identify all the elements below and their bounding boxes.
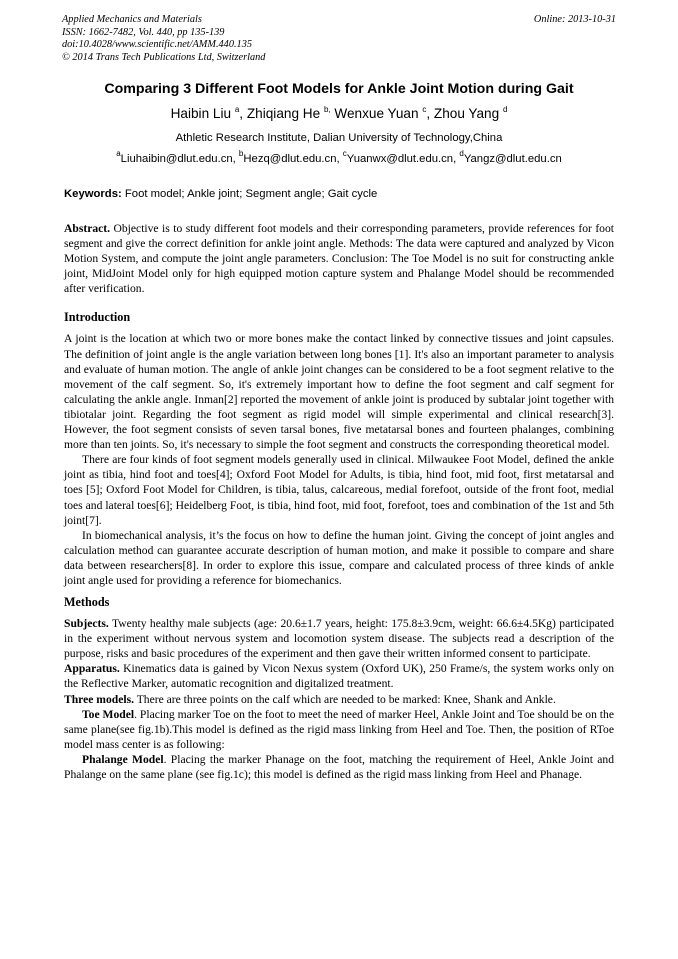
abstract [64,221,614,296]
intro-paragraph: There are four kinds of foot segment models generally used in clinical. Milwaukee Foot Model, defined the ankle joint as tibia, hind foot and toes[4]; Oxford Foot Model for Adults, is tibia, hind foot, mid foot, first metatarsal and toes [5]; Oxford Foot Model for Children, is tibia, talus, calcareous, medial forefoot, outside of the front foot, medial toes and lateral toes[6]; Heidelberg Foot, is tibia, hind foot, mid foot, forefoot, toes and combination of the 1st and 5th joint[7]. [64,453,614,527]
apparatus-text: Kinematics data is gained by Vicon Nexus system (Oxford UK), 250 Frame/s, the system works only on the Reflective Marker, automatic recognition and digitalized treatment. [64,662,614,691]
email-sep: , [453,153,460,165]
subjects-label: Subjects. [64,617,109,631]
intro-paragraph: A joint is the location at which two or more bones make the contact linked by connective tissues and joint capsules. The definition of joint angle is the angle variation between long bones [1]. It's also an important parameter to analysis and evaluate of human motion. The angle of ankle joint changes can be considered to be a foot segment relative to the movement of the calf segment. So, it's extremely important how to define the foot segment and calf segment for calculating the ankle angle. Inman[2] reported the movement of ankle joint is produced by subtalar joint together with tibiotalar joint. Regarding the foot segment as rigid model will simple experimental and clinical research[3]. However, the foot segment consists of seven tarsal bones, five metatarsal bones and fourteen phalanges, combining more than ten joints. So, it's necessary to simple the foot segment and constructs the corresponding theoretical model. [64,332,614,452]
author-mark: c [422,105,427,114]
three-models-label: Three models. [64,692,134,706]
affiliation: Athletic Research Institute, Dalian University of Technology,China [175,132,503,144]
email-mark: d [459,149,464,158]
subjects-text: Twenty healthy male subjects (age: 20.6±1.7 years, height: 175.8±3.9cm, weight: 66.6±4.5Kg) participated in the experiment without nervous system and locomotion system disease. The subjects read a description of the purpose, risks and basic procedures of the experiment and then gave their written informed consent to participate. [64,617,614,661]
email-sep: , [232,153,239,165]
journal-doi: doi:10.4028/www.scientific.net/AMM.440.135 [62,39,252,50]
methods-toe-model [64,707,614,752]
email-address[interactable]: Yuanwx@dlut.edu.cn [346,153,454,165]
author-sep: , [426,106,434,121]
keywords [64,187,624,202]
abstract-label: Abstract. [64,222,111,235]
online-date: Online: 2013-10-31 [533,14,616,25]
email-address[interactable]: Liuhaibin@dlut.edu.cn [120,153,233,165]
journal-copyright: © 2014 Trans Tech Publications Ltd, Switzerland [62,51,266,63]
methods-subjects [64,616,614,661]
paper-title: Comparing 3 Different Foot Models for Ankle Joint Motion during Gait [104,81,574,97]
keywords-label: Keywords: [64,188,122,200]
methods-phalange-model [64,752,614,782]
section-heading-introduction: Introduction [64,310,131,325]
author-sep: , [239,106,247,121]
three-models-text: There are three points on the calf which are needed to be marked: Knee, Shank and Ankle. [136,692,556,706]
author-mark: a [234,105,240,114]
phalange-model-label: Phalange Model [82,752,164,766]
email-mark: b [238,149,244,158]
methods-three-models [64,692,614,707]
email-address[interactable]: Yangz@dlut.edu.cn [463,153,562,165]
toe-model-text: . Placing marker Toe on the foot to meet the need of marker Heel, Ankle Joint and Toe should be on the same plane(see fig.1b).This model is defined as the rigid mass linking from Heel and Toe. Then, the position of RToe model mass center is as following: [64,707,614,751]
keywords-text: Foot model; Ankle joint; Segment angle; Gait cycle [124,188,378,200]
abstract-text: Objective is to study different foot models and their corresponding parameters, provide references for foot segment and give the correct definition for ankle joint angle. Methods: The data were captured and analyzed by Vicon Motion System, and compute the joint angle parameters. Conclusion: The Toe Model is no suit for constructing ankle joint, MidJoint Model only for high equipped motion capture system and Phalange Model should be recommended after verification. [64,222,614,296]
email-address[interactable]: Hezq@dlut.edu.cn [243,153,337,165]
email-mark: c [342,149,347,158]
author-mark: b, [323,105,331,114]
journal-name: Applied Mechanics and Materials [62,14,202,25]
phalange-model-text: . Placing the marker Phanage on the foot, matching the requirement of Heel, Ankle Joint and Phalange on the same plane (see fig.1c); this model is defined as the rigid mass linking from Heel and Phanage. [64,752,614,781]
author-list [40,104,638,124]
methods-apparatus [64,661,614,691]
email-mark: a [116,149,121,158]
author-name: Wenxue Yuan [334,106,419,121]
intro-paragraph: In biomechanical analysis, it’s the focus on how to define the human joint. Giving the concept of joint angles and calculation method can guarantee accurate description of human motion, and make it possible to compare and share data between researchers[8]. In order to explore this issue, compare and calculated process of three kinds of ankle joint angle used for providing a reference for biomechanics. [64,528,614,587]
section-heading-methods: Methods [64,595,110,610]
email-list [40,151,638,167]
author-mark: d [502,105,508,114]
journal-issn: ISSN: 1662-7482, Vol. 440, pp 135-139 [62,26,225,38]
toe-model-label: Toe Model [82,707,135,721]
email-sep: , [336,153,343,165]
apparatus-label: Apparatus. [64,662,120,676]
journal-header [62,14,616,64]
paper-body [64,221,614,782]
author-name: Haibin Liu [170,106,232,121]
author-name: Zhiqiang He [246,106,321,121]
author-name: Zhou Yang [433,106,500,121]
